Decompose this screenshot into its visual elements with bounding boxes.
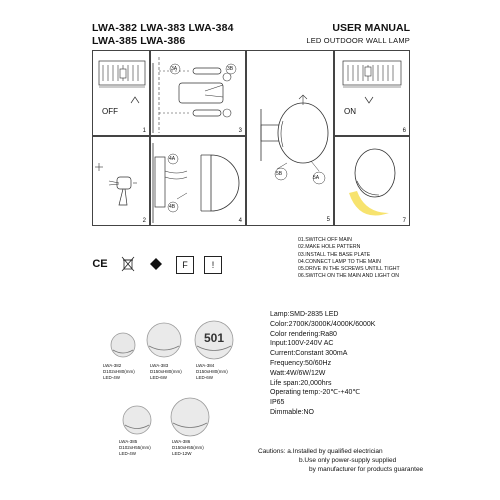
step-cell-1 [92,50,150,136]
model-code: LWA-383 [150,363,169,368]
model-list [92,22,234,48]
lamp-lwa-383-illustration [144,320,184,360]
model-dims: D150xH55(mm) [172,445,204,450]
model-code: LWA-384 [196,363,215,368]
spec-line: Color:2700K/3000K/4000K/6000K [270,320,376,328]
callout-3b: 3B [227,66,234,72]
lamp-lwa-382 [108,330,138,365]
lamp-lwa-386-caption [172,439,204,457]
model-dims: D102xH80(mm) [103,369,135,374]
caution-line-3: by manufacturer for products guarantee [309,466,424,473]
breaker-panel-on-icon [335,51,411,137]
lamp-lwa-386-illustration [168,395,212,439]
warning-icon: ! [204,256,222,274]
spec-line: Input:100V-240V AC [270,340,334,348]
class-iii-icon [148,256,164,272]
spec-line: Watt:4W/6W/12W [270,369,326,377]
step-number-7: 7 [402,218,406,224]
spec-line: Life span:20,000hrs [270,379,332,387]
callout-5a: 5A [313,175,320,181]
lamp-lwa-384 [192,318,236,367]
callout-5b: 5B [276,171,283,177]
step-cell-4 [150,136,246,226]
callout-4a: 4A [169,156,176,162]
spec-line: Current:Constant 300mA [270,350,348,358]
spec-line: Operating temp:-20℃-+40℃ [270,389,361,397]
spec-line: Lamp:SMD-2835 LED [270,311,339,318]
on-label: ON [344,107,356,116]
model-dims: D150xH80(mm) [150,369,182,374]
breaker-panel-off-icon [93,51,151,137]
model-power: LED-4W [119,451,137,456]
step-number-3: 3 [238,128,242,134]
lamp-lwa-382-caption [103,363,135,381]
lamp-lwa-383 [144,320,184,365]
manual-subtitle: LED OUTDOOR WALL LAMP [306,36,410,45]
connect-wires-icon [151,137,247,227]
step-text: 03.INSTALL THE BASE PLATE [298,251,371,258]
lamp-lwa-383-caption [150,363,182,381]
step-number-1: 1 [142,128,146,134]
off-label: OFF [102,107,118,116]
model-code: LWA-385 [119,439,138,444]
caution-line-1: Cautions: a.Installed by qualified electrician [258,448,383,455]
step-text: 05.DRIVE IN THE SCREWS UNTILL TIGHT [298,266,400,273]
step-number-2: 2 [142,218,146,224]
step-text: 01.SWITCH OFF MAIN [298,237,352,243]
spec-line: Color rendering:Ra80 [270,330,337,338]
manual-title-block [306,22,410,46]
lamp-lwa-385-caption [119,439,151,457]
models-line-2: LWA-385 LWA-386 [92,35,186,47]
lamp-lwa-384-caption [196,363,228,381]
models-line-1: LWA-382 LWA-383 LWA-384 [92,22,234,34]
step-cell-2 [92,136,150,226]
model-dims: D102xH55(mm) [119,445,151,450]
model-code: LWA-382 [103,363,122,368]
manual-title: USER MANUAL [332,22,410,34]
step-number-4: 4 [238,218,242,224]
step-cell-3 [150,50,246,136]
base-plate-wiring-icon [151,51,247,137]
lamp-lwa-385 [120,403,154,442]
step-text: 06.SWITCH ON THE MAIN AND LIGHT ON [298,273,399,280]
lamp-lwa-382-illustration [108,330,138,360]
drill-hole-icon [93,137,151,227]
weee-bin-icon [120,256,136,272]
spec-line: Frequency:50/60Hz [270,359,332,367]
lamp-lit-icon [335,137,411,227]
callout-3a: 3A [171,66,178,72]
step-cell-5 [246,50,334,226]
model-power: LED-6W [196,375,214,380]
specifications [270,310,375,418]
step-number-6: 6 [402,128,406,134]
model-dims: D150xH80(mm) [196,369,228,374]
ce-mark-icon: CE [92,258,108,270]
spec-line: IP65 [270,399,285,407]
model-code: LWA-386 [172,439,191,444]
lamp-lwa-385-illustration [120,403,154,437]
house-number-display: 501 [204,331,225,345]
model-power: LED-4W [103,375,121,380]
lamp-lwa-386 [168,395,212,444]
step-text: 04.CONNECT LAMP TO THE MAIN [298,258,381,265]
spec-line: Dimmable:NO [270,408,314,416]
lamp-mounting-icon [247,51,335,227]
model-power: LED-6W [150,375,168,380]
step-number-5: 5 [326,217,330,223]
step-text: 02.MAKE HOLE PATTERN [298,244,361,251]
step-cell-6 [334,50,410,136]
caution-line-2: b.Use only power-supply supplied [299,457,397,464]
installation-diagram [92,50,410,226]
callout-4b: 4B [169,204,176,210]
f-mark-icon: F [176,256,194,274]
model-power: LED-12W [172,451,192,456]
installation-steps [298,237,400,281]
caution-note [258,447,423,474]
step-cell-7 [334,136,410,226]
